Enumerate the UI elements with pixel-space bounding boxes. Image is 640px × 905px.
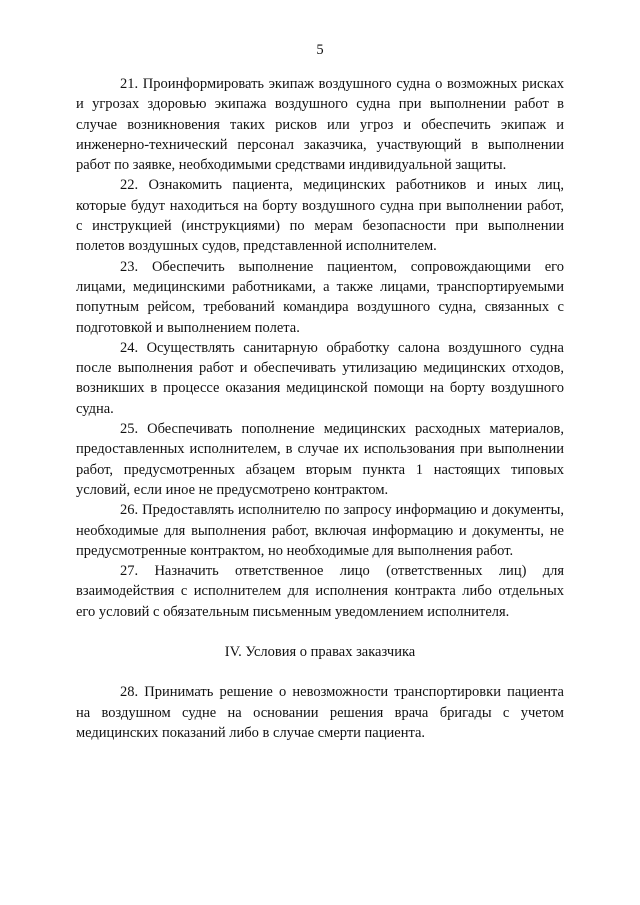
page-number: 5 — [316, 42, 324, 58]
paragraph-28: 28. Принимать решение о невозможности транспортировки пациента на воздушном судне на основании решения врача бригады с учетом медицинских показаний либо в случае смерти пациента. — [76, 684, 564, 741]
section-heading: IV. Условия о правах заказчика — [224, 644, 416, 661]
document-body — [76, 74, 564, 743]
paragraph-24: 24. Осуществлять санитарную обработку салона воздушного судна после выполнения работ и обеспечивать утилизацию медицинских отходов, возникших в процессе оказания медицинской помощи на борту воздушного судна. — [76, 339, 564, 417]
paragraph-23: 23. Обеспечить выполнение пациентом, сопровождающими его лицами, медицинскими работниками, а также лицами, транспортируемыми попутным рейсом, требований командира воздушного судна, связанных с подготовкой и выполнением полета. — [76, 258, 564, 336]
paragraph-22: 22. Ознакомить пациента, медицинских работников и иных лиц, которые будут находиться на борту воздушного судна при выполнении работ, с инструкцией (инструкциями) по мерам безопасности при выполнении полетов воздушных судов, представленной исполнителем. — [76, 177, 564, 255]
paragraph-21: 21. Проинформировать экипаж воздушного судна о возможных рисках и угрозах здоровью экипажа воздушного судна при выполнении работ в случае возникновения таких рисков или угроз и обеспечить экипаж и инженерно-технический персонал заказчика, участвующий в выполнении работ по заявке, необходимыми средствами индивидуальной защиты. — [76, 76, 564, 174]
paragraph-25: 25. Обеспечивать пополнение медицинских расходных материалов, предоставленных исполнителем, в случае их использования при выполнении работ, предусмотренных абзацем вторым пункта 1 настоящих типовых условий, если иное не предусмотрено контрактом. — [76, 421, 564, 498]
paragraph-26: 26. Предоставлять исполнителю по запросу информацию и документы, необходимые для выполнения работ, включая информацию и документы, не предусмотренные контрактом, но необходимые для выполнения работ. — [76, 502, 564, 559]
paragraph-27: 27. Назначить ответственное лицо (ответственных лиц) для взаимодействия с исполнителем для исполнения контракта либо отдельных его условий с обязательным письменным уведомлением исполнителя. — [76, 563, 564, 620]
